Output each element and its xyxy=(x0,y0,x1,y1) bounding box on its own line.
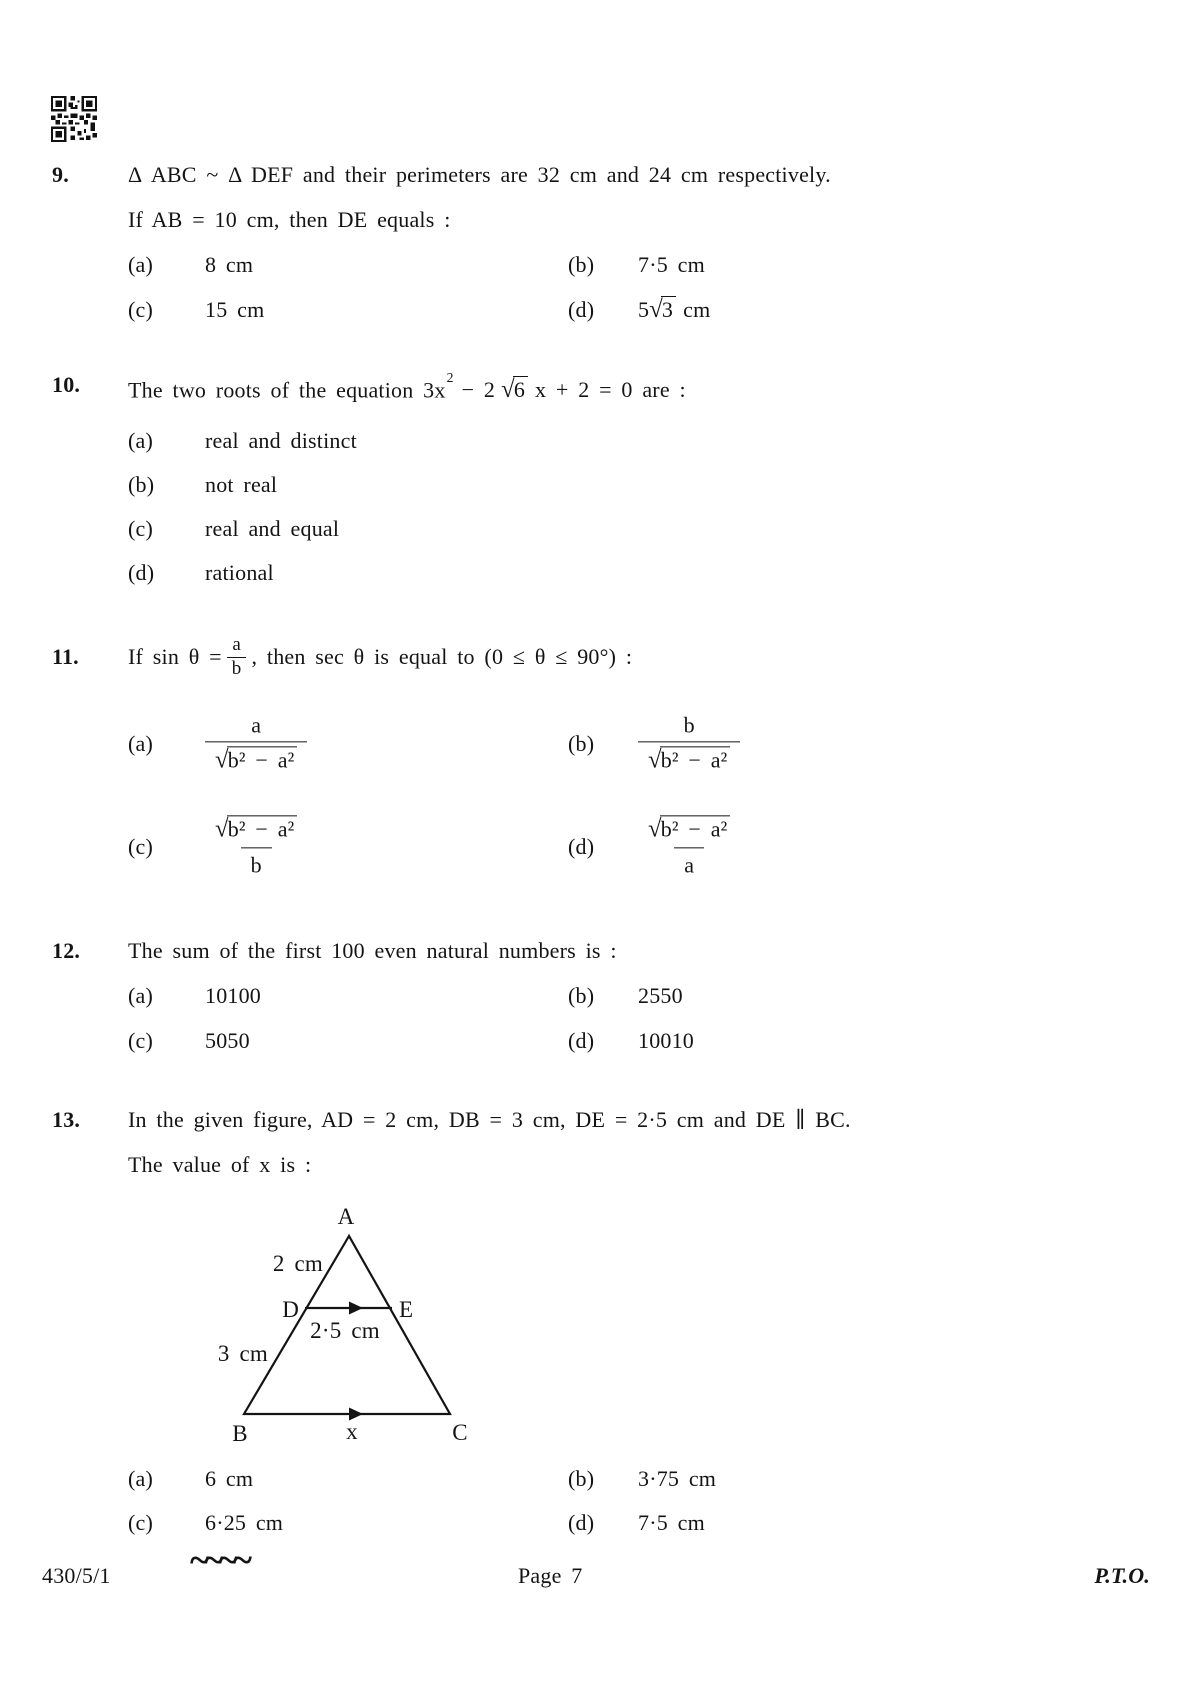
option-label: (b) xyxy=(568,730,595,756)
option-label: (a) xyxy=(128,983,154,1008)
question-text-line: The sum of the first 100 even natural numbers is : xyxy=(128,938,617,963)
fraction-denominator xyxy=(638,741,740,776)
option-row xyxy=(128,1018,1068,1063)
figure-length-de: 2·5 cm xyxy=(310,1318,380,1343)
fraction-numerator xyxy=(638,814,740,848)
radical-expression xyxy=(501,377,528,402)
radical-expression xyxy=(215,747,297,772)
radicand: b² − a² xyxy=(660,746,731,772)
question-text-line: The value of x is : xyxy=(128,1152,312,1177)
figure-length-db: 3 cm xyxy=(217,1341,268,1366)
option-row xyxy=(128,795,1068,898)
fraction-numerator: a xyxy=(232,633,241,655)
option-text: 7·5 cm xyxy=(638,252,705,277)
option-text: rational xyxy=(205,560,274,585)
radical-expression xyxy=(648,816,730,841)
radical-sign: √ xyxy=(648,814,662,842)
option-label: (d) xyxy=(568,297,595,322)
option-label: (d) xyxy=(128,560,155,585)
figure-label-c: C xyxy=(452,1420,468,1445)
question-body xyxy=(128,1457,1068,1545)
radicand: b² − a² xyxy=(227,815,298,841)
option-row xyxy=(128,287,1068,332)
question-text-line xyxy=(128,362,1068,407)
option-label: (d) xyxy=(568,833,595,859)
option-label: (b) xyxy=(568,252,595,277)
figure-length-ad: 2 cm xyxy=(272,1251,323,1276)
page-number: Page 7 xyxy=(518,1563,583,1588)
option-row xyxy=(128,551,1068,595)
question-body xyxy=(128,152,1068,332)
triangle-figure xyxy=(192,1190,492,1460)
option-text xyxy=(638,287,710,332)
radicand: 3 xyxy=(661,296,676,322)
option-label: (c) xyxy=(128,516,154,541)
option-label: (b) xyxy=(568,1466,595,1491)
figure-label-e: E xyxy=(399,1297,414,1322)
option-text: 10010 xyxy=(638,1028,694,1053)
option-label: (a) xyxy=(128,252,154,277)
option-text: 6·25 cm xyxy=(205,1510,284,1535)
option-row xyxy=(128,692,1068,795)
exam-code: 430/5/1 xyxy=(42,1563,111,1588)
option-label: (a) xyxy=(128,1466,154,1491)
fraction-option xyxy=(638,814,740,879)
option-text: 8 cm xyxy=(205,252,254,277)
radicand: b² − a² xyxy=(227,746,298,772)
fraction-denominator: b xyxy=(227,657,247,680)
figure-length-x: x xyxy=(346,1419,358,1444)
option-text: real and equal xyxy=(205,516,340,541)
option-label: (b) xyxy=(568,983,595,1008)
option-label: (c) xyxy=(128,1028,154,1053)
option-text: 15 cm xyxy=(205,297,265,322)
question-text-line xyxy=(128,622,1068,692)
fraction-option xyxy=(205,711,307,776)
fraction-denominator: a xyxy=(674,848,704,880)
radical-expression xyxy=(215,816,297,841)
option-label: (c) xyxy=(128,833,154,859)
question-body xyxy=(128,622,1068,898)
question-number: 13. xyxy=(52,1107,81,1132)
radical-coefficient: 5 xyxy=(638,297,650,322)
stem-post: , then sec θ is equal to (0 ≤ θ ≤ 90°) : xyxy=(251,644,633,669)
radicand: 6 xyxy=(513,376,528,402)
option-text: not real xyxy=(205,472,278,497)
option-text: 3·75 cm xyxy=(638,1466,717,1491)
option-text: 6 cm xyxy=(205,1466,254,1491)
question-body xyxy=(128,1097,1068,1187)
option-label: (b) xyxy=(128,472,155,497)
figure-label-d: D xyxy=(282,1297,299,1322)
radical-sign: √ xyxy=(501,376,515,404)
question-text-line: If AB = 10 cm, then DE equals : xyxy=(128,207,451,232)
question-number: 10. xyxy=(52,372,81,397)
question-body xyxy=(128,928,1068,1063)
option-row xyxy=(128,242,1068,287)
exponent: 2 xyxy=(446,369,454,385)
option-row xyxy=(128,463,1068,507)
option-text: 2550 xyxy=(638,983,683,1008)
equation-post: x + 2 = 0 are : xyxy=(535,377,686,403)
option-row xyxy=(128,1501,1068,1545)
radical-sign: √ xyxy=(648,746,662,774)
arrowhead-de xyxy=(349,1302,363,1315)
fraction-option xyxy=(638,711,740,776)
option-row xyxy=(128,973,1068,1018)
squiggle-mark: ~~~~ xyxy=(190,1540,247,1581)
option-row xyxy=(128,419,1068,463)
fraction-numerator: a xyxy=(251,711,262,737)
question-number: 11. xyxy=(52,644,79,669)
option-text: real and distinct xyxy=(205,428,357,453)
radical-sign: √ xyxy=(215,746,229,774)
equation-mid: − 2 xyxy=(461,377,496,403)
fraction-option xyxy=(205,814,307,879)
option-label: (c) xyxy=(128,297,154,322)
option-text: 7·5 cm xyxy=(638,1510,705,1535)
option-text: 5050 xyxy=(205,1028,250,1053)
question-text-line: Δ ABC ~ Δ DEF and their perimeters are 32 cm and 24 cm respectively. xyxy=(128,162,831,187)
qr-code xyxy=(50,96,98,142)
inline-fraction xyxy=(227,635,247,680)
pto-label: P.T.O. xyxy=(1094,1563,1150,1588)
equation-pre: The two roots of the equation 3x xyxy=(128,377,446,403)
fraction-denominator xyxy=(205,741,307,776)
radical-sign: √ xyxy=(649,296,663,323)
question-number: 12. xyxy=(52,938,81,963)
fraction-denominator: b xyxy=(241,848,272,880)
option-text: 10100 xyxy=(205,983,261,1008)
question-body xyxy=(128,362,1068,595)
option-row xyxy=(128,1457,1068,1501)
radical-expression xyxy=(649,297,676,322)
figure-label-a: A xyxy=(337,1204,355,1229)
stem-pre: If sin θ = xyxy=(128,644,222,669)
option-label: (a) xyxy=(128,730,154,756)
radical-expression xyxy=(648,747,730,772)
question-text-line: In the given figure, AD = 2 cm, DB = 3 cm, DE = 2·5 cm and DE ∥ BC. xyxy=(128,1107,851,1132)
radicand: b² − a² xyxy=(660,815,731,841)
radical-sign: √ xyxy=(215,814,229,842)
fraction-numerator xyxy=(205,814,307,848)
option-row xyxy=(128,507,1068,551)
fraction-numerator: b xyxy=(683,711,695,737)
question-number: 9. xyxy=(52,162,69,187)
option-label: (a) xyxy=(128,428,154,453)
figure-label-b: B xyxy=(232,1421,248,1446)
unit-text: cm xyxy=(683,297,711,322)
option-label: (c) xyxy=(128,1510,154,1535)
option-label: (d) xyxy=(568,1028,595,1053)
option-label: (d) xyxy=(568,1510,595,1535)
